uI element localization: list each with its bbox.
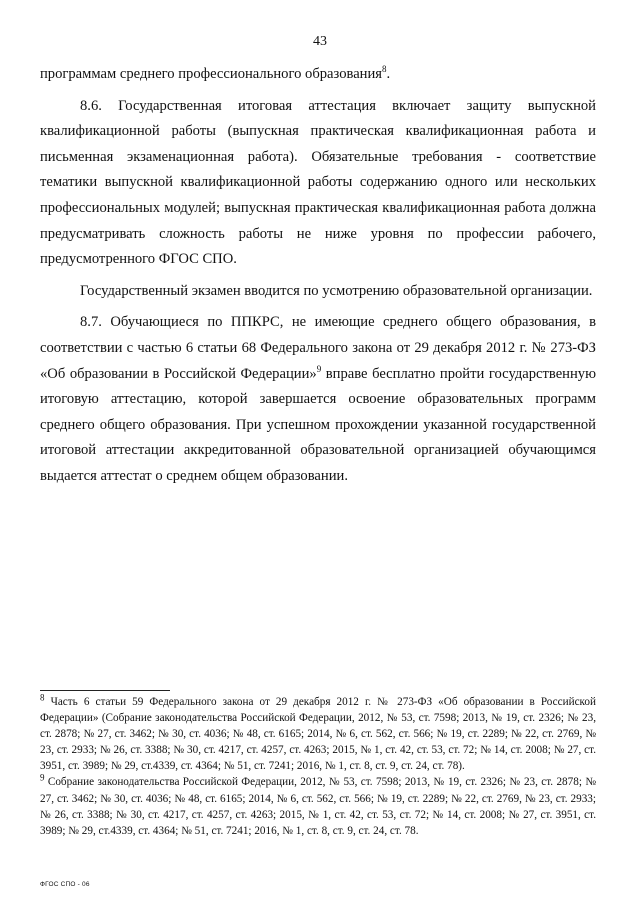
footnote-ref-8: 8 xyxy=(382,64,387,75)
paragraph-continuation xyxy=(40,62,596,88)
page-number: 43 xyxy=(313,34,327,49)
paragraph-tail: . xyxy=(386,66,391,82)
paragraph-text: вправе бесплатно пройти государственную итоговую аттестацию, которой завершается освоение образовательных программ среднего общего образования. При успешном прохождении указанной государственной итоговой аттестации аккредитованной образовательной организацией обучающимся выдается аттестат о среднем общем образовании. xyxy=(40,365,596,484)
footnote-text: Часть 6 статьи 59 Федерального закона от 29 декабря 2012 г. № 273-ФЗ «Об образовании в Российской Федерации» (Собрание законодательства Российской Федерации, 2012, № 53, ст. 7598; 2013, № 19, ст. 2326; № 23, ст. 2878; № 27, ст. 3462; № 30, ст. 4036; № 48, ст. 6165; 2014, № 6, ст. 562, ст. 566; № 19, ст. 2289; № 22, ст. 2769, № 23, ст. 2933; № 26, ст. 3388; № 30, ст. 4217, ст. 4257, ст. 4263; 2015, № 1, ст. 42, ст. 53, ст. 72; № 14, ст. 2008; № 27, ст. 3951, ст. 3989; № 29, ст.4339, ст. 4364; № 51, ст. 7241; 2016, № 1, ст. 8, ст. 9, ст. 24, ст. 78). xyxy=(40,696,596,773)
footnote-8 xyxy=(40,694,596,774)
document-code: ФГОС СПО - 06 xyxy=(40,881,90,888)
paragraph-text: программам среднего профессионального образования xyxy=(40,66,383,82)
footnote-separator xyxy=(40,690,170,691)
paragraph-8-6: 8.6. Государственная итоговая аттестация включает защиту выпускной квалификационной работы (выпускная практическая квалификационная работа и письменная экзаменационная работа). Обязательные требования - соответствие тематики выпускной квалификационной работы содержанию одного или нескольких профессиональных модулей; выпускная практическая квалификационная работа должна предусматривать сложность работы не ниже уровня по профессии рабочего, предусмотренного ФГОС СПО. xyxy=(40,97,596,268)
footnotes xyxy=(40,694,596,839)
paragraph-state-exam: Государственный экзамен вводится по усмотрению образовательной организации. xyxy=(80,282,593,299)
footnote-9 xyxy=(40,774,596,838)
footnote-number: 9 xyxy=(40,772,45,783)
document-body xyxy=(40,62,596,490)
footnote-ref-9: 9 xyxy=(316,363,322,374)
footnote-text: Собрание законодательства Российской Федерации, 2012, № 53, ст. 7598; 2013, № 19, ст. 2326; № 23, ст. 2878; № 27, ст. 3462; № 30, ст. 4036; № 48, ст. 6165; 2014, № 6, ст. 562, ст. 566; № 19, ст. 2289; № 22, ст. 2769, № 23, ст. 2933; № 26, ст. 3388; № 30, ст. 4217, ст. 4257, ст. 4263; 2015, № 1, ст. 42, ст. 53, ст. 72; № 14, ст. 2008; № 27, ст. 3951, ст. 3989; № 29, ст.4339, ст. 4364; № 51, ст. 7241; 2016, № 1, ст. 8, ст. 9, ст. 24, ст. 78. xyxy=(40,776,596,837)
paragraph-8-7 xyxy=(40,310,596,489)
paragraph-text: 8.7. Обучающиеся по ППКРС, не имеющие среднего общего образования, в соответствии с частью 6 статьи 68 Федерального закона от 29 декабря 2012 г. № 273-ФЗ «Об образовании в Российской Федерации» xyxy=(40,314,596,382)
footnote-number: 8 xyxy=(40,692,45,703)
